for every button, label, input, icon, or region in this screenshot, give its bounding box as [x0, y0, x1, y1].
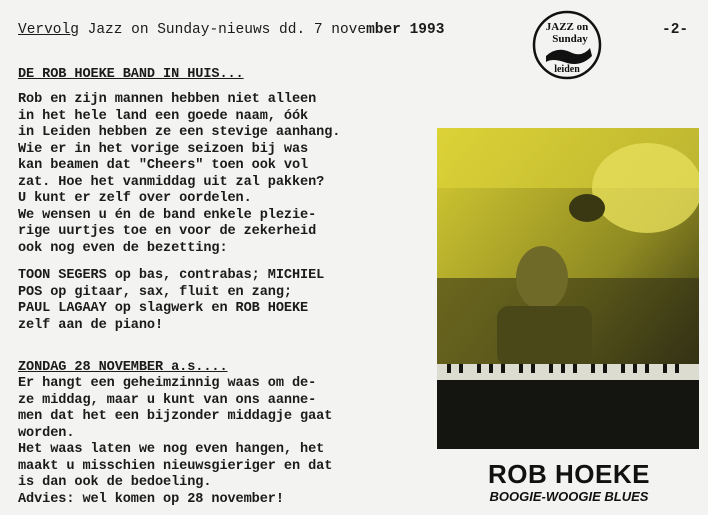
header-title-bold: mber 1993: [366, 22, 445, 38]
musician-hair: [592, 143, 699, 233]
band-photo: [437, 128, 699, 449]
header-title: Jazz on Sunday-nieuws dd. 7 nove: [78, 22, 367, 38]
logo-line2: Sunday: [552, 33, 588, 45]
page-number: -2-: [662, 22, 689, 38]
page-header: [18, 22, 444, 38]
section2-body: Er hangt een geheimzinnig waas om de- ze middag, maar u kunt van ons aanne- men dat het een bijzonder middagje gaat worden. Het waas laten we nog even hangen, het maakt u misschien nieuwsgieriger en dat is dan ook de bedoeling. Advies: wel komen op 28 november!: [18, 376, 333, 507]
piano-keys: [437, 364, 699, 380]
show-through-text: [560, 112, 564, 128]
photo-caption-name: ROB HOEKE: [488, 459, 650, 489]
photo-caption-subtitle: BOOGIE-WOOGIE BLUES: [489, 489, 649, 504]
section2-heading: ZONDAG 28 NOVEMBER a.s....: [18, 360, 228, 375]
section1-body: Rob en zijn mannen hebben niet alleen in het hele land een goede naam, óók in Leiden hebben ze een stevige aanhang. Wie er in het vorige seizoen bij was kan beamen dat "Cheers" toen ook vol zat. Hoe het vanmiddag uit zal pakken? U kunt er zelf over oordelen. We wensen u én de band enkele plezie- rige uurtjes toe en voor de zekerheid ook nog even de bezetting:: [18, 92, 341, 256]
header-prefix: Vervolg: [18, 22, 79, 38]
section1-lineup: TOON SEGERS op bas, contrabas; MICHIEL POS op gitaar, sax, fluit en zang; PAUL LAGAAY op slagwerk en ROB HOEKE zelf aan de piano!: [18, 268, 325, 333]
pianist-head: [516, 246, 568, 310]
logo-line3: leiden: [554, 64, 580, 75]
piano-body: [437, 380, 699, 449]
section1-heading: DE ROB HOEKE BAND IN HUIS...: [18, 67, 244, 82]
logo-line1: JAZZ on: [545, 21, 589, 33]
jazz-on-sunday-logo: [532, 10, 602, 80]
pianist-body: [497, 306, 592, 366]
